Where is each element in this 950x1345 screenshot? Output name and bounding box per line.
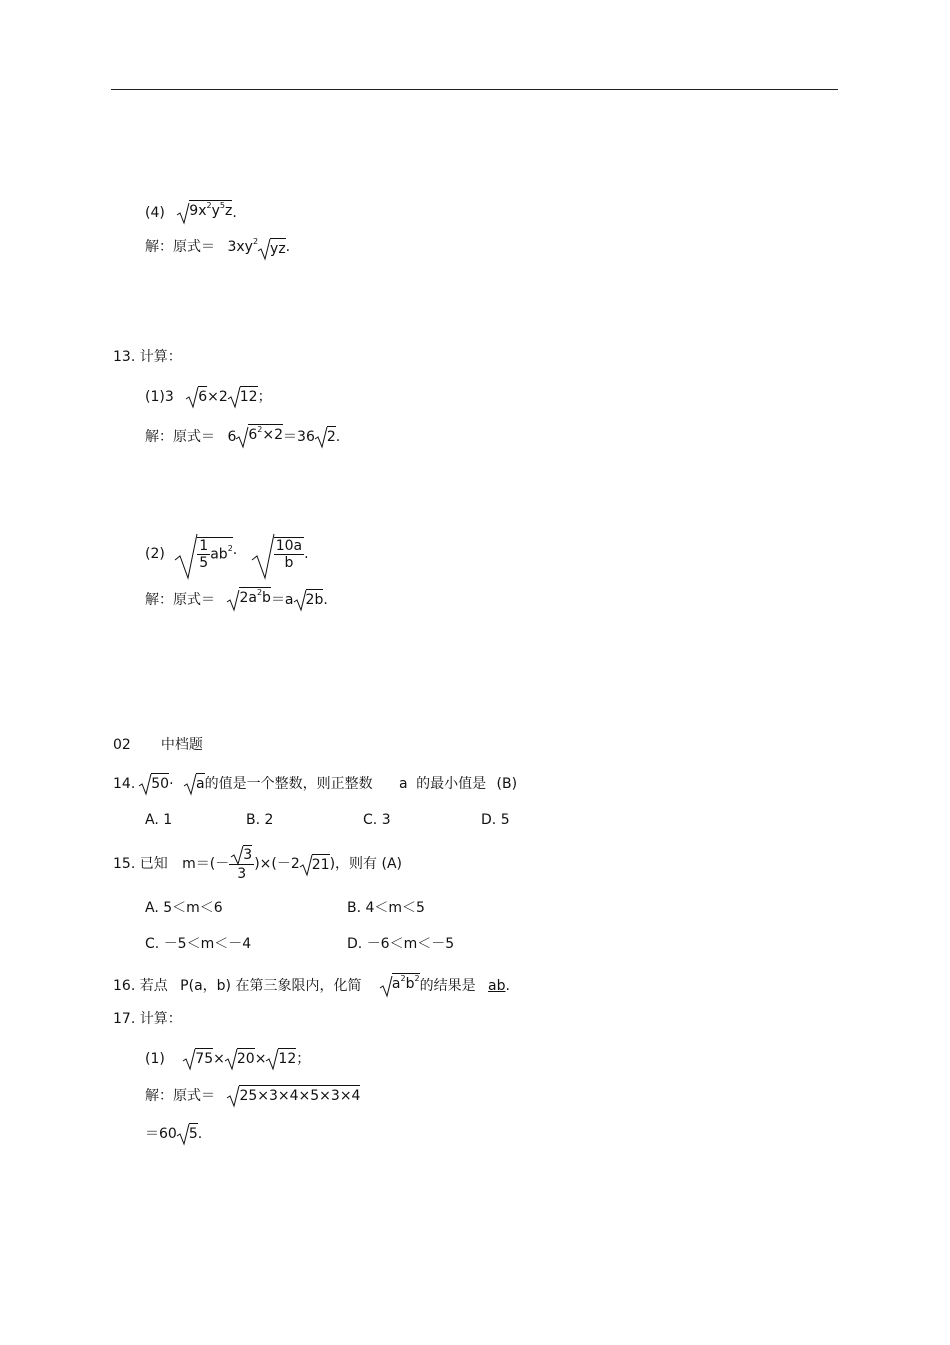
radical: 5 [177,1123,198,1144]
radical: 12 [266,1048,296,1069]
radical: $a^2b^2$ [380,973,420,996]
section-heading: 02 中档题 [113,737,203,753]
solution-17-1-result: ＝60 5. [145,1123,202,1145]
problem-16: 16. 若点 P(a，b) 在第三象限内，化简 $a^2b^2$的结果是 ab. [113,974,510,994]
solution-12-4: 解：原式＝ $3xy^2$ yz. [145,237,291,257]
answer: (A) [381,856,403,872]
radical: 20 [225,1048,255,1069]
problem-14: 14. 50· a的值是一个整数，则正整数 a 的最小值是 (B) [113,773,517,795]
radical: 2 [315,426,336,447]
problem-12-4: (4) $9x^2y^5z$. [145,201,237,221]
problem-13-1: (1)3 6×2 12； [145,386,272,408]
answer: (B) [496,776,518,792]
problem-15: 15. 已知 m＝(－ $\frac{3}{3}$ )×(－2 21)，则有 (A) [113,847,403,882]
header-rule [111,89,838,90]
radical: 2b [294,589,324,610]
radical: a [184,773,205,794]
radical: 50 [139,773,169,794]
radical: $9x^2y^5z$ [177,200,232,223]
solution-17-1: 解：原式＝ 25×3×4×5×3×4 [145,1085,360,1107]
problem-17-1: (1) 75× 20× 12； [145,1048,310,1070]
radical: 21 [300,854,330,875]
radical: 3 [231,845,252,864]
answer: ab [488,978,506,994]
radical: 75 [183,1048,213,1069]
problem-17-title: 17. 计算： [113,1011,182,1027]
problem-13-title: 13. 计算： [113,349,182,365]
radical: 6 [186,386,207,407]
radical: 25×3×4×5×3×4 [227,1085,360,1106]
solution-13-1: 解：原式＝ 6 $6^2\times 2=36$ 2. [145,425,341,445]
radical: $\frac{10a}{b}$ [252,530,304,578]
radical: $2a^2b$ [227,587,270,610]
problem-13-2: (2) $\frac{1}{5}$ $ab^2\cdot$ $\frac{10a}{b}$ . [145,530,309,578]
solution-13-2: 解：原式＝ $2a^2b=a$ 2b. [145,588,328,608]
radical: $6^2\times 2$ [236,424,283,447]
radical: $\frac{1}{5}$ $ab^2$ [175,530,232,578]
radical: 12 [228,386,258,407]
radical: yz [258,238,286,259]
